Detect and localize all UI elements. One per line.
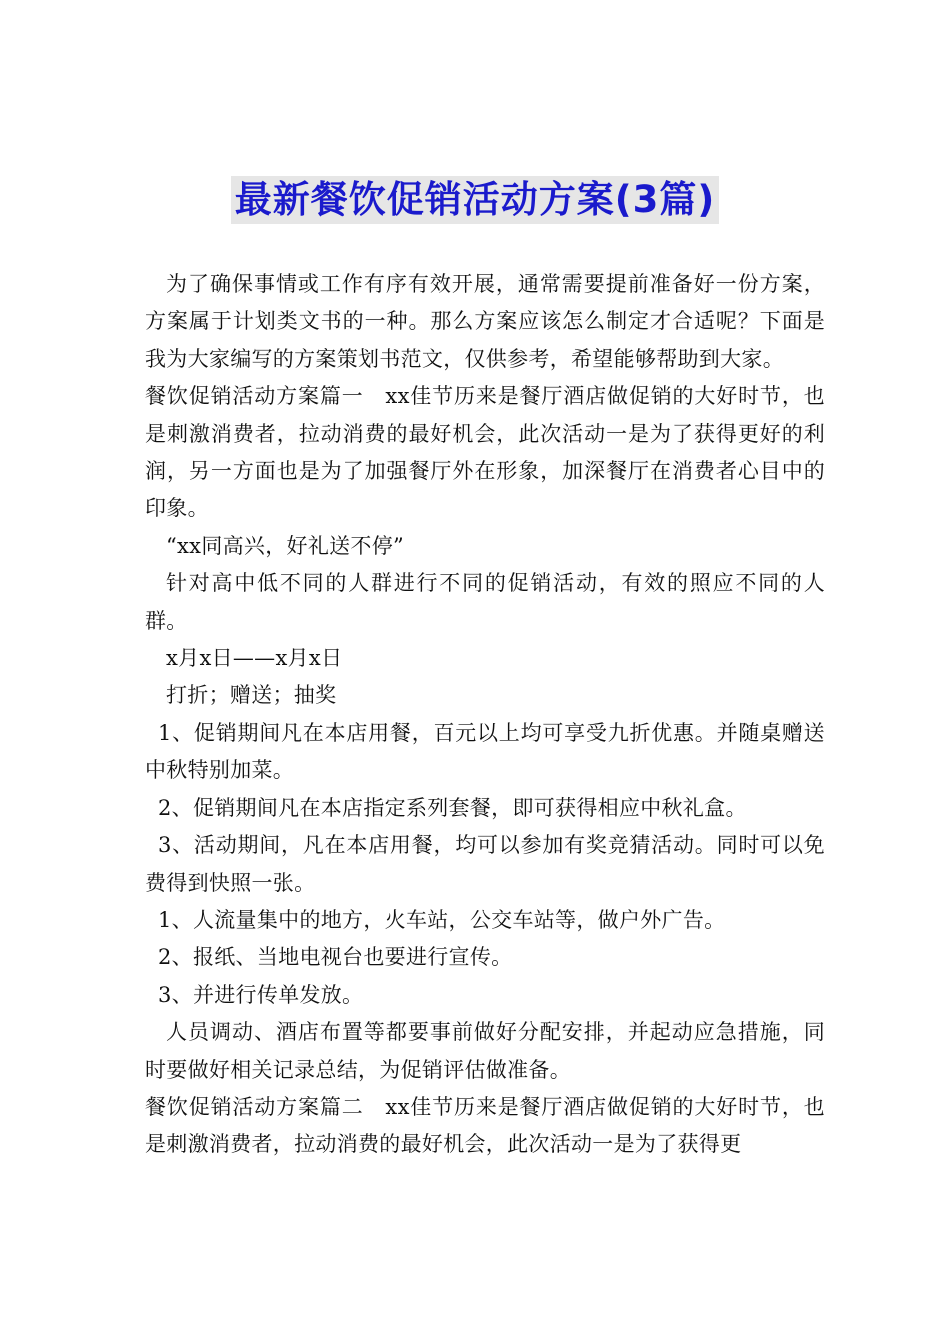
paragraph-slogan: “xx同高兴，好礼送不停”: [166, 533, 405, 558]
title-container: [0, 176, 950, 224]
list-item: 1、促销期间凡在本店用餐，百元以上均可享受九折优惠。并随桌赠送中秋特别加菜。: [145, 720, 825, 783]
paragraph-intro: 为了确保事情或工作有序有效开展，通常需要提前准备好一份方案，方案属于计划类文书的一种。那么方案应该怎么制定才合适呢？下面是我为大家编写的方案策划书范文，仅供参考，希望能够帮助到大家。: [145, 272, 825, 371]
list-item: 3、活动期间，凡在本店用餐，均可以参加有奖竞猜活动。同时可以免费得到快照一张。: [145, 833, 825, 895]
document-body: [145, 266, 825, 1164]
list-item: 1、人流量集中的地方，火车站，公交车站等，做户外广告。: [158, 907, 726, 932]
paragraph-staffing: 人员调动、酒店布置等都要事前做好分配安排，并起动应急措施，同时要做好相关记录总结，为促销评估做准备。: [145, 1020, 825, 1082]
paragraph-section-one: 餐饮促销活动方案篇一 xx佳节历来是餐厅酒店做促销的大好时节，也是刺激消费者，拉动消费的最好机会，此次活动一是为了获得更好的利润，另一方面也是为了加强餐厅外在形象，加深餐厅在消费者心目中的印象。: [145, 384, 825, 521]
paragraph-target-audience: 针对高中低不同的人群进行不同的促销活动，有效的照应不同的人群。: [145, 571, 825, 633]
list-item: 3、并进行传单发放。: [158, 982, 364, 1007]
document-title: 最新餐饮促销活动方案(3篇): [231, 176, 720, 224]
paragraph-activity-types: 打折；赠送；抽奖: [166, 683, 337, 708]
list-item: 2、促销期间凡在本店指定系列套餐，即可获得相应中秋礼盒。: [158, 795, 747, 820]
paragraph-section-two: 餐饮促销活动方案篇二 xx佳节历来是餐厅酒店做促销的大好时节，也是刺激消费者，拉动消费的最好机会，此次活动一是为了获得更: [145, 1094, 825, 1157]
list-item: 2、报纸、当地电视台也要进行宣传。: [158, 945, 513, 970]
paragraph-date-range: x月x日——x月x日: [166, 646, 343, 671]
